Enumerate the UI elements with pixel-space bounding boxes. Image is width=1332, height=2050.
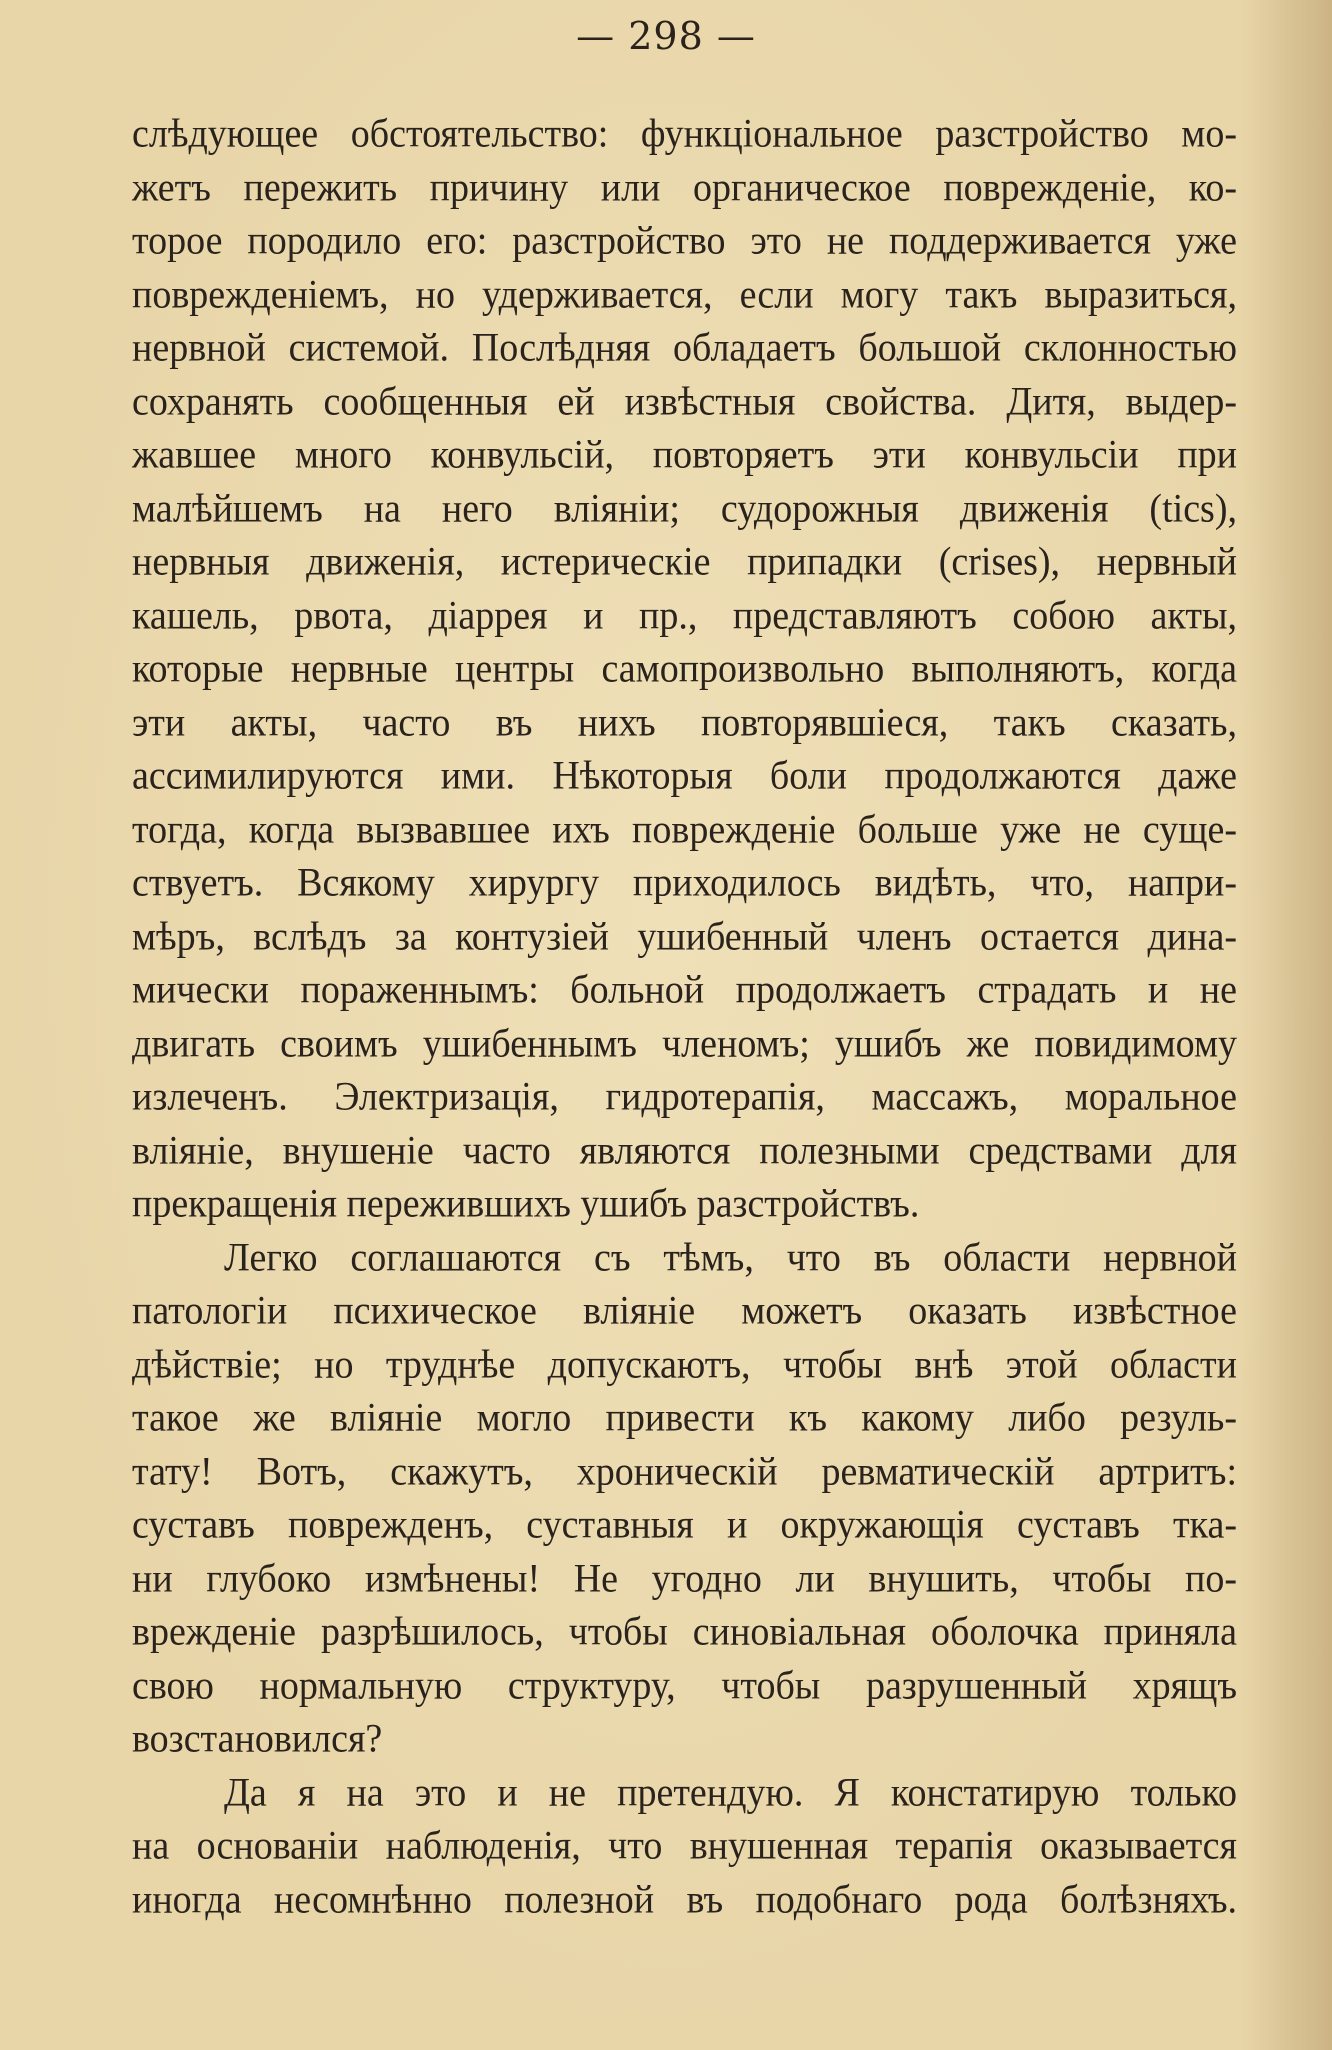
page-body-text (132, 108, 1237, 1927)
text-line: дѣйствіе; но труднѣе допускаютъ, чтобы внѣ этой области (132, 1342, 1237, 1387)
text-line: поврежденіемъ, но удерживается, если могу такъ выразиться, (132, 272, 1237, 317)
text-line: свою нормальную структуру, чтобы разрушенный хрящъ (132, 1663, 1237, 1708)
text-line: такое же вліяніе могло привести къ какому либо резуль- (132, 1395, 1237, 1441)
text-line: ни глубоко измѣнены! Не угодно ли внушить, чтобы по- (132, 1556, 1237, 1601)
text-line: иногда несомнѣнно полезной въ подобнаго рода болѣзняхъ. (132, 1877, 1237, 1922)
text-line: Легко соглашаются съ тѣмъ, что въ области нервной (224, 1235, 1237, 1280)
text-line: нервной системой. Послѣдняя обладаетъ большой склонностью (132, 325, 1237, 371)
text-line: торое породило его: разстройство это не поддерживается уже (132, 218, 1237, 264)
text-line: тогда, когда вызвавшее ихъ поврежденіе больше уже не суще- (132, 807, 1237, 852)
text-line: прекращенія пережившихъ ушибъ разстройствъ. (132, 1181, 920, 1227)
paragraph-2 (132, 1232, 1237, 1767)
text-line: тату! Вотъ, скажутъ, хроническій ревматическій артритъ: (132, 1449, 1237, 1494)
text-line: нервныя движенія, истерическіе припадки (crises), нервный (132, 539, 1237, 585)
text-line: которые нервные центры самопроизвольно выполняютъ, когда (132, 646, 1237, 692)
page-number: — 298 — (576, 14, 756, 58)
text-line: излеченъ. Электризація, гидротерапія, массажъ, моральное (132, 1074, 1237, 1120)
text-line: врежденіе разрѣшилось, чтобы синовіальная оболочка приняла (132, 1609, 1237, 1655)
text-line: сохранять сообщенныя ей извѣстныя свойства. Дитя, выдер- (132, 379, 1237, 424)
text-line: суставъ поврежденъ, суставныя и окружающія суставъ тка- (132, 1502, 1237, 1548)
text-line: эти акты, часто въ нихъ повторявшіеся, такъ сказать, (132, 700, 1237, 745)
text-line: мѣръ, вслѣдъ за контузіей ушибенный членъ остается дина- (132, 914, 1237, 959)
paragraph-3 (132, 1767, 1237, 1928)
text-line: жавшее много конвульсій, повторяетъ эти конвульсіи при (132, 432, 1237, 478)
text-line: на основаніи наблюденія, что внушенная терапія оказывается (132, 1823, 1237, 1869)
text-line: патологіи психическое вліяніе можетъ оказать извѣстное (132, 1288, 1237, 1334)
text-line: малѣйшемъ на него вліяніи; судорожныя движенія (tics), (132, 486, 1237, 531)
text-line: ассимилируются ими. Нѣкоторыя боли продолжаются даже (132, 753, 1237, 799)
text-line: возстановился? (132, 1716, 383, 1762)
text-line: Да я на это и не претендую. Я констатирую только (224, 1770, 1237, 1815)
text-line: слѣдующее обстоятельство: функціональное разстройство мо- (132, 111, 1237, 157)
text-line: мически пораженнымъ: больной продолжаетъ страдать и не (132, 967, 1237, 1013)
paragraph-1 (132, 108, 1237, 1232)
text-line: вліяніе, внушеніе часто являются полезными средствами для (132, 1128, 1237, 1173)
text-line: жетъ пережить причину или органическое поврежденіе, ко- (132, 165, 1237, 210)
text-line: ствуетъ. Всякому хирургу приходилось видѣть, что, напри- (132, 860, 1237, 906)
text-line: двигать своимъ ушибеннымъ членомъ; ушибъ же повидимому (132, 1021, 1237, 1066)
text-line: кашель, рвота, діаррея и пр., представляютъ собою акты, (132, 593, 1237, 638)
